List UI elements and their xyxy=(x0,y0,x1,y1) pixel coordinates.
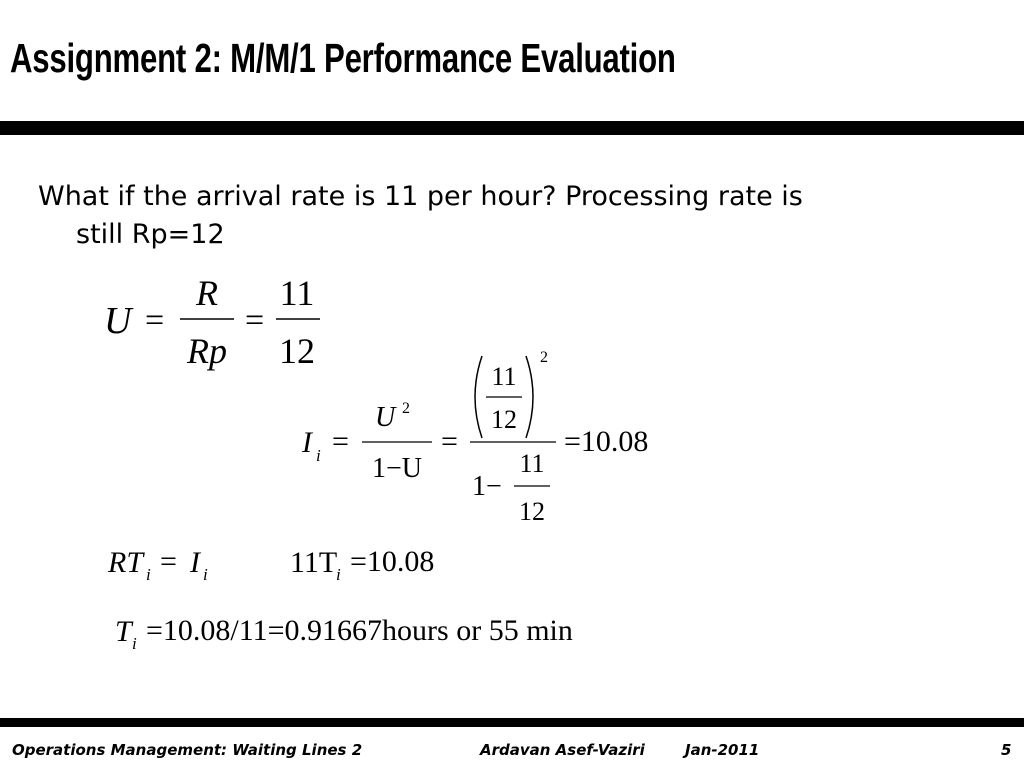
i-subscript: i xyxy=(316,446,321,465)
u-exponent: 2 xyxy=(402,400,410,417)
numerator-11: 11 xyxy=(279,273,315,313)
i-subscript: i xyxy=(203,565,208,584)
right-paren xyxy=(526,356,533,438)
den-denominator-12: 12 xyxy=(519,497,545,526)
r-numerator: R xyxy=(196,273,218,313)
t-subscript: i xyxy=(336,565,341,584)
inventory-equation xyxy=(301,349,648,526)
denominator-12: 12 xyxy=(279,331,315,371)
left-paren xyxy=(475,356,482,438)
rt-symbol: RT xyxy=(108,546,144,579)
footer-divider xyxy=(0,718,1024,727)
result-value: =10.08 xyxy=(350,545,435,578)
equals-sign: = xyxy=(160,545,177,578)
den-numerator-11: 11 xyxy=(519,449,545,478)
inner-denominator-12: 12 xyxy=(491,405,517,434)
question-line-2: still Rp=12 xyxy=(76,219,225,250)
t-subscript: i xyxy=(132,634,137,653)
u-numerator: U xyxy=(375,402,396,433)
footer-date: Jan-2011 xyxy=(685,741,760,759)
footer-author: Ardavan Asef-Vaziri xyxy=(480,741,645,759)
result-value: =10.08 xyxy=(564,425,649,458)
slide-title: Assignment 2: M/M/1 Performance Evaluation xyxy=(10,35,676,81)
one-minus-u-denominator: 1−U xyxy=(371,453,423,484)
inner-numerator-11: 11 xyxy=(491,362,517,391)
outer-exponent: 2 xyxy=(540,349,548,366)
equals-sign: = xyxy=(441,425,458,458)
page-number: 5 xyxy=(1001,741,1012,759)
equals-sign: = xyxy=(245,302,265,339)
rp-denominator: Rp xyxy=(187,331,227,371)
utilization-equation xyxy=(104,273,320,371)
rt-subscript: i xyxy=(146,565,151,584)
coefficient-11t: 11T xyxy=(290,546,338,579)
one-minus: 1− xyxy=(472,471,502,502)
u-symbol: U xyxy=(104,300,132,342)
t-symbol: T xyxy=(115,615,132,648)
question-line-1: What if the arrival rate is 11 per hour? Processing rate is xyxy=(38,181,803,212)
flow-time-equation xyxy=(115,614,573,653)
i-symbol: I xyxy=(302,426,312,459)
footer-course: Operations Management: Waiting Lines 2 xyxy=(12,741,363,759)
equals-sign: = xyxy=(332,425,349,458)
equals-sign: = xyxy=(145,302,165,339)
i-symbol: I xyxy=(190,546,200,579)
littles-law-equation xyxy=(107,545,434,584)
flow-time-result: =10.08/11=0.91667hours or 55 min xyxy=(146,614,573,647)
